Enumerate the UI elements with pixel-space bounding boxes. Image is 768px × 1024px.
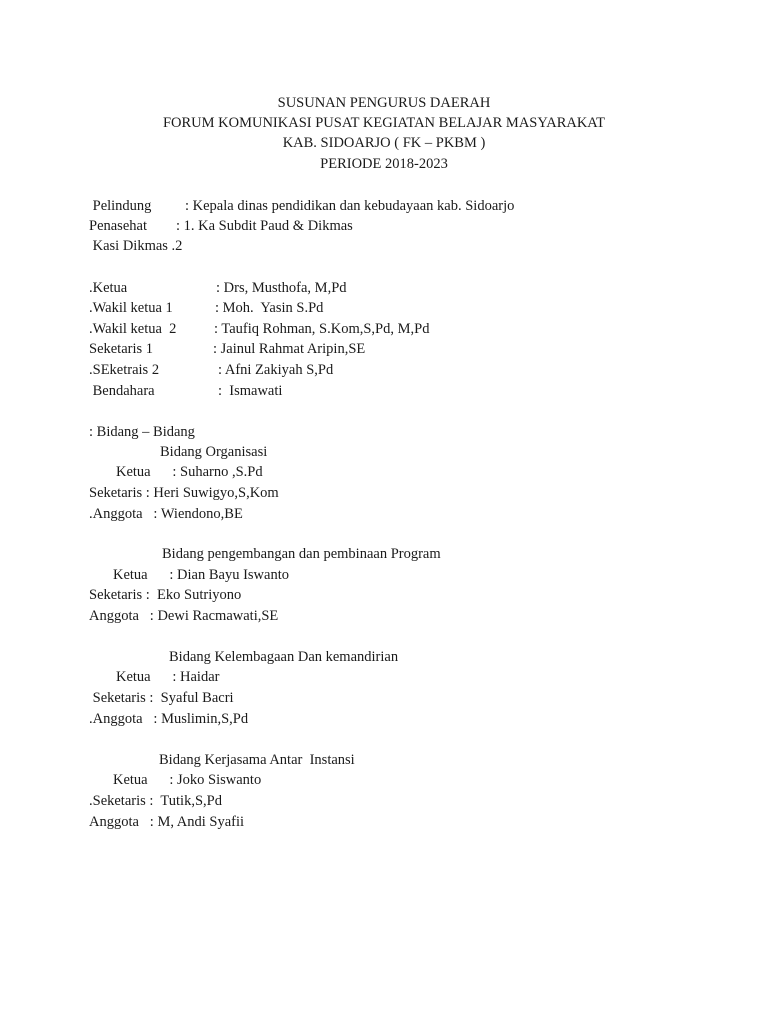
- penasehat-value-2: Kasi Dikmas .2: [89, 238, 183, 254]
- header-period: PERIODE 2018-2023: [320, 156, 448, 172]
- bidang-pengembangan-seketaris: Seketaris : Eko Sutriyono: [89, 587, 242, 603]
- ketua-label: .Ketua: [89, 280, 128, 296]
- bidang-pengembangan-title: Bidang pengembangan dan pembinaan Program: [162, 546, 441, 562]
- bidang-kelembagaan-title: Bidang Kelembagaan Dan kemandirian: [169, 649, 399, 665]
- bidang-kelembagaan-seketaris: Seketaris : Syaful Bacri: [89, 690, 234, 706]
- wakil-ketua-2-value: : Taufiq Rohman, S.Kom,S,Pd, M,Pd: [214, 321, 430, 337]
- bidang-pengembangan-ketua: Ketua : Dian Bayu Iswanto: [113, 567, 289, 583]
- pelindung-label: Pelindung: [89, 198, 152, 214]
- seketaris-1-label: Seketaris 1: [89, 341, 154, 357]
- bendahara-value: : Ismawati: [218, 383, 283, 399]
- wakil-ketua-1-label: .Wakil ketua 1: [89, 300, 173, 316]
- bidang-organisasi-ketua: Ketua : Suharno ,S.Pd: [116, 464, 263, 480]
- bidang-kelembagaan-ketua: Ketua : Haidar: [116, 669, 220, 685]
- bidang-kerjasama-ketua: Ketua : Joko Siswanto: [113, 772, 262, 788]
- bidang-organisasi-title: Bidang Organisasi: [160, 444, 268, 460]
- bidang-organisasi-anggota: .Anggota : Wiendono,BE: [89, 506, 243, 522]
- bidang-organisasi-seketaris: Seketaris : Heri Suwigyo,S,Kom: [89, 485, 279, 501]
- bidang-heading: : Bidang – Bidang: [89, 424, 195, 440]
- pelindung-value: : Kepala dinas pendidikan dan kebudayaan kab. Sidoarjo: [185, 198, 515, 214]
- bidang-kelembagaan-anggota: .Anggota : Muslimin,S,Pd: [89, 711, 249, 727]
- bidang-kerjasama-title: Bidang Kerjasama Antar Instansi: [159, 752, 355, 768]
- bendahara-label: Bendahara: [89, 383, 155, 399]
- wakil-ketua-1-value: : Moh. Yasin S.Pd: [215, 300, 324, 316]
- bidang-kerjasama-anggota: Anggota : M, Andi Syafii: [89, 814, 245, 830]
- penasehat-label: Penasehat: [89, 218, 147, 234]
- header-title: SUSUNAN PENGURUS DAERAH: [277, 95, 491, 111]
- seketaris-2-value: : Afni Zakiyah S,Pd: [218, 362, 334, 378]
- header-region: KAB. SIDOARJO ( FK – PKBM ): [282, 135, 486, 151]
- bidang-kerjasama-seketaris: .Seketaris : Tutik,S,Pd: [89, 793, 222, 809]
- penasehat-value: : 1. Ka Subdit Paud & Dikmas: [176, 218, 353, 234]
- wakil-ketua-2-label: .Wakil ketua 2: [89, 321, 177, 337]
- seketaris-2-label: .SEketrais 2: [89, 362, 160, 378]
- ketua-value: : Drs, Musthofa, M,Pd: [216, 280, 347, 296]
- header-organization: FORUM KOMUNIKASI PUSAT KEGIATAN BELAJAR MASYARAKAT: [162, 115, 606, 131]
- bidang-pengembangan-anggota: Anggota : Dewi Racmawati,SE: [89, 608, 279, 624]
- seketaris-1-value: : Jainul Rahmat Aripin,SE: [213, 341, 366, 357]
